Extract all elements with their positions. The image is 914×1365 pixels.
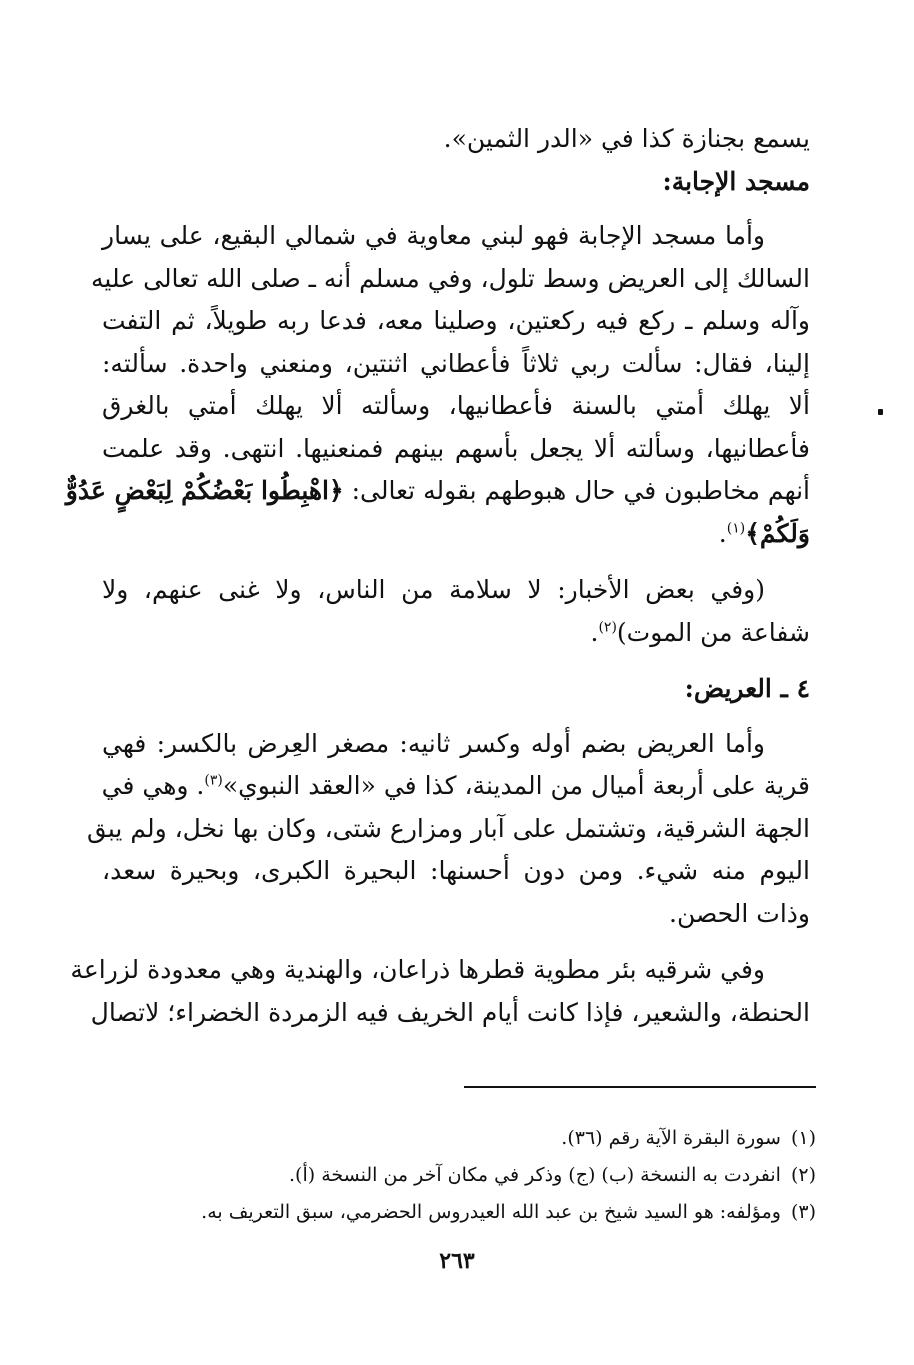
sentence-end: . (718, 518, 727, 548)
sentence-end: . (590, 617, 599, 647)
paragraph-line: وآله وسلم ـ ركع فيه ركعتين، وصلينا معه، فدعا ربه طويلاً، ثم التفت (102, 306, 810, 335)
footnote-separator (464, 1086, 816, 1088)
paragraph-line: وأما مسجد الإجابة فهو لبني معاوية في شمالي البقيع، على يسار (102, 221, 765, 250)
intro-line: يسمع بجنازة كذا في «الدر الثمين». (443, 124, 810, 153)
paragraph-line: الحنطة، والشعير، فإذا كانت أيام الخريف فيه الزمردة الخضراء؛ لاتصال (90, 997, 810, 1027)
paragraph-line: ألا يهلك أمتي بالسنة فأعطانيها، وسألته ألا يهلك أمتي بالغرق (102, 391, 810, 420)
footnote-item (106, 1157, 816, 1194)
footnote-number: (٣) (790, 1201, 816, 1223)
section-heading-al-uraid: ٤ ـ العريض: (684, 674, 810, 703)
footnote-ref: (٢) (598, 619, 617, 636)
footnote-item (106, 1120, 816, 1157)
footnote-item (106, 1194, 816, 1231)
paragraph-line: اليوم منه شيء. ومن دون أحسنها: البحيرة الكبرى، وبحيرة سعد، (102, 856, 810, 885)
page-number: ٢٦٣ (439, 1248, 475, 1274)
paragraph-last-line (102, 612, 810, 655)
footnote-ref: (٣) (204, 772, 223, 789)
quran-verse-end-line (102, 513, 810, 556)
footnote-text: سورة البقرة الآية رقم (٣٦). (561, 1127, 781, 1149)
paragraph-line: إلينا، فقال: سألت ربي ثلاثاً فأعطاني اثنتين، ومنعني واحدة. سألته: (102, 348, 810, 378)
paragraph-line: الجهة الشرقية، وتشتمل على آبار ومزارع شتى، وكان بها نخل، ولم يبق (87, 813, 810, 843)
footnote-ref: (١) (726, 520, 746, 537)
paragraph-line-with-quran (65, 470, 810, 513)
paragraph-line: فأعطانيها، وسألته ألا يجعل بأسهم بينهم فمنعنيها. انتهى. وقد علمت (102, 433, 810, 463)
paragraph-line: السالك إلى العريض وسط تلول، وفي مسلم أنه ـ صلى الله تعالى عليه (91, 263, 810, 293)
main-text (65, 118, 810, 1034)
paragraph-text: قرية على أربعة أميال من المدينة، كذا في «العقد النبوي» (222, 771, 810, 800)
margin-mark (878, 409, 883, 415)
paragraph-text: أنهم مخاطبون في حال هبوطهم بقوله تعالى: (351, 476, 810, 505)
footnote-number: (٢) (790, 1164, 816, 1186)
paragraph-line: وأما العريض بضم أوله وكسر ثانيه: مصغر العِرض بالكسر: فهي (102, 728, 765, 758)
paragraph-text: شفاعة من الموت) (616, 617, 810, 647)
footnotes (106, 1120, 816, 1231)
quran-verse: ﴿اهْبِطُوا بَعْضُكُمْ لِبَعْضٍ عَدُوٌّ (65, 476, 344, 505)
paragraph-line-with-ref (102, 765, 810, 808)
section-heading-masjid-al-ijaba: مسجد الإجابة: (662, 166, 810, 196)
footnote-text: ومؤلفه: هو السيد شيخ بن عبد الله العيدروس الحضرمي، سبق التعريف به. (201, 1201, 781, 1223)
quran-verse-continued: وَلَكُمْ﴾ (745, 518, 810, 548)
paragraph-line: (وفي بعض الأخبار: لا سلامة من الناس، ولا غنى عنهم، ولا (102, 575, 765, 604)
paragraph-line: وفي شرقيه بئر مطوية قطرها ذراعان، والهندية وهي معدودة لزراعة (70, 955, 765, 984)
footnote-number: (١) (790, 1127, 816, 1149)
paragraph-text: . وهي في (101, 771, 205, 800)
footnote-text: انفردت به النسخة (ب) (ج) وذكر في مكان آخر من النسخة (أ). (289, 1164, 781, 1186)
paragraph-last-line: وذات الحصن. (669, 898, 810, 928)
